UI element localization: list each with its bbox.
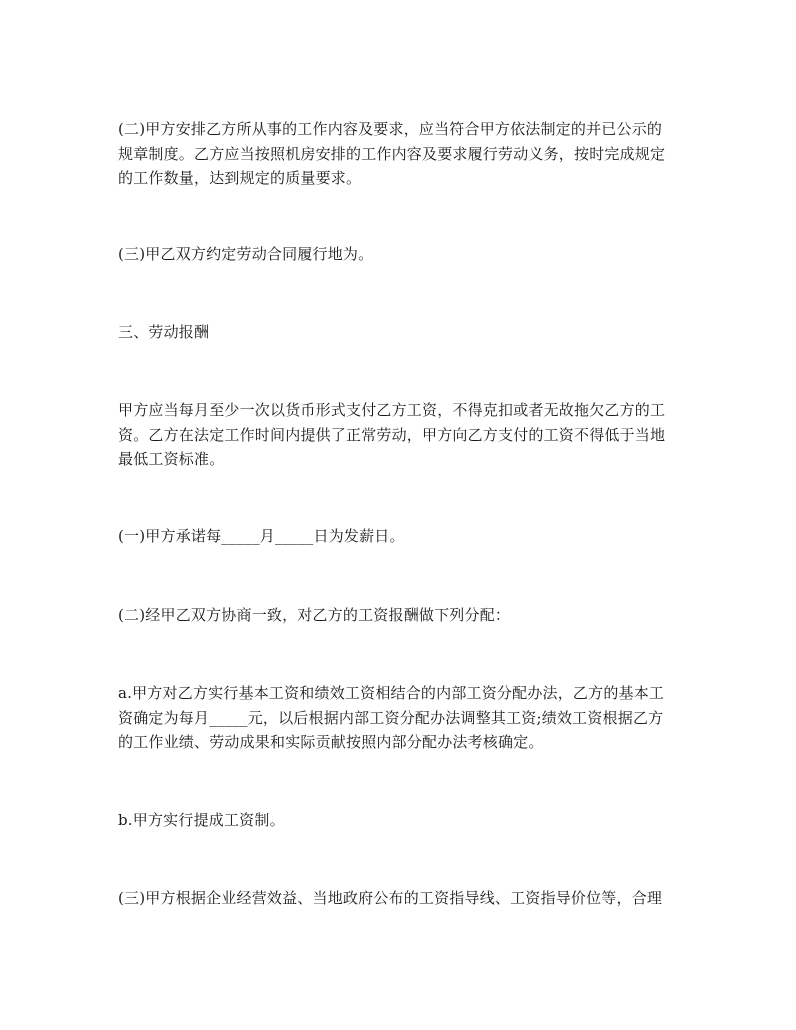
paragraph-line: (三)甲乙双方约定劳动合同履行地为。 <box>118 245 374 263</box>
paragraph-wage-payment <box>118 398 680 472</box>
paragraph-work-content <box>118 117 680 191</box>
paragraph-wage-adjustment <box>118 886 680 911</box>
paragraph-line: b.甲方实行提成工资制。 <box>118 811 285 829</box>
paragraph-line: (三)甲方根据企业经营效益、当地政府公布的工资指导线、工资指导价位等，合理 <box>118 889 663 907</box>
paragraph-line: 甲方应当每月至少一次以货币形式支付乙方工资，不得克扣或者无故拖欠乙方的工 <box>118 401 666 419</box>
paragraph-option-a <box>118 681 680 755</box>
paragraph-line: 资确定为每月_____元，以后根据内部工资分配办法调整其工资;绩效工资根据乙方 <box>118 708 664 727</box>
paragraph-line: (二)经甲乙双方协商一致，对乙方的工资报酬做下列分配： <box>118 606 511 624</box>
paragraph-payday <box>118 524 680 549</box>
paragraph-option-b <box>118 808 680 833</box>
paragraph-line: 资。乙方在法定工作时间内提供了正常劳动，甲方向乙方支付的工资不得低于当地 <box>118 425 666 444</box>
paragraph-line: 的工作数量，达到规定的质量要求。 <box>118 169 362 187</box>
paragraph-line: 的工作业绩、劳动成果和实际贡献按照内部分配办法考核确定。 <box>118 733 544 751</box>
paragraph-line: (一)甲方承诺每_____月_____日为发薪日。 <box>118 527 405 545</box>
paragraph-line: 规章制度。乙方应当按照机房安排的工作内容及要求履行劳动义务，按时完成规定 <box>118 144 666 163</box>
section-heading-remuneration <box>118 320 680 345</box>
section-heading-text: 三、劳动报酬 <box>118 323 210 341</box>
paragraph-line: 最低工资标准。 <box>118 450 225 468</box>
paragraph-wage-distribution <box>118 603 680 628</box>
paragraph-line: (二)甲方安排乙方所从事的工作内容及要求，应当符合甲方依法制定的并已公示的 <box>118 120 663 138</box>
paragraph-work-location <box>118 242 680 267</box>
paragraph-line: a.甲方对乙方实行基本工资和绩效工资相结合的内部工资分配办法，乙方的基本工 <box>118 684 665 702</box>
